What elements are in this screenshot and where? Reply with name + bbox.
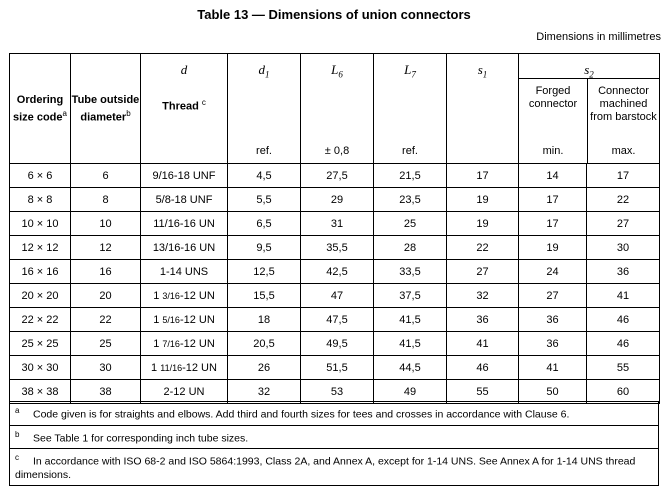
forged-limit: min. xyxy=(542,145,564,157)
ordering-size-code-label: Ordering size code xyxy=(13,93,64,124)
d1-symbol: d xyxy=(258,62,265,77)
cell-d1: 5,5 xyxy=(228,188,301,212)
cell-s2-min: 19 xyxy=(519,236,587,260)
header-row xyxy=(10,54,660,164)
cell-s2-min: 36 xyxy=(519,308,587,332)
cell-od: 38 xyxy=(71,380,141,404)
cell-s1: 55 xyxy=(447,380,519,404)
cell-code: 25 × 25 xyxy=(10,332,71,356)
footnote-text: Code given is for straights and elbows. Add third and fourth sizes for tees and crosses in accordance with Clause 6. xyxy=(33,408,570,421)
header-L7 xyxy=(374,54,447,164)
cell-code: 20 × 20 xyxy=(10,284,71,308)
header-s2-machined xyxy=(588,78,659,163)
table-row xyxy=(10,380,660,404)
cell-d1: 4,5 xyxy=(228,164,301,188)
header-tube-od xyxy=(71,54,141,164)
L6-note: ± 0,8 xyxy=(324,145,350,157)
cell-s1: 41 xyxy=(447,332,519,356)
cell-d1: 18 xyxy=(228,308,301,332)
cell-s2-min: 41 xyxy=(519,356,587,380)
L6-subscript: 6 xyxy=(338,69,343,80)
cell-od: 16 xyxy=(71,260,141,284)
cell-code: 16 × 16 xyxy=(10,260,71,284)
cell-L6: 51,5 xyxy=(301,356,374,380)
table-title: Table 13 — Dimensions of union connectors xyxy=(197,7,471,22)
dimensions-table xyxy=(9,53,660,404)
L7-symbol: L xyxy=(404,62,412,77)
cell-s1: 27 xyxy=(447,260,519,284)
cell-s1: 36 xyxy=(447,308,519,332)
machined-limit: max. xyxy=(611,145,636,157)
thread-label: Thread xyxy=(162,100,199,113)
footnote-a xyxy=(10,402,659,426)
cell-od: 8 xyxy=(71,188,141,212)
table-row xyxy=(10,188,660,212)
cell-thread: 1 7/16-12 UN xyxy=(141,332,228,356)
L7-subscript: 7 xyxy=(411,69,416,80)
cell-L6: 42,5 xyxy=(301,260,374,284)
cell-d1: 6,5 xyxy=(228,212,301,236)
cell-s2-min: 24 xyxy=(519,260,587,284)
units-label: Dimensions in millimetres xyxy=(536,31,661,43)
cell-L6: 35,5 xyxy=(301,236,374,260)
footnote-b xyxy=(10,425,659,449)
footnote-c xyxy=(10,449,659,486)
cell-s1: 19 xyxy=(447,188,519,212)
cell-s2-min: 14 xyxy=(519,164,587,188)
cell-thread: 1-14 UNS xyxy=(141,260,228,284)
cell-code: 38 × 38 xyxy=(10,380,71,404)
L7-note: ref. xyxy=(402,145,418,157)
cell-L6: 47 xyxy=(301,284,374,308)
cell-thread: 13/16-16 UN xyxy=(141,236,228,260)
cell-s2-max: 27 xyxy=(587,212,660,236)
cell-L6: 29 xyxy=(301,188,374,212)
table-body xyxy=(10,164,660,404)
cell-code: 6 × 6 xyxy=(10,164,71,188)
cell-d1: 15,5 xyxy=(228,284,301,308)
cell-code: 8 × 8 xyxy=(10,188,71,212)
header-L6 xyxy=(301,54,374,164)
cell-s2-max: 60 xyxy=(587,380,660,404)
cell-code: 12 × 12 xyxy=(10,236,71,260)
cell-d1: 9,5 xyxy=(228,236,301,260)
header-s1 xyxy=(447,54,519,164)
header-s2 xyxy=(519,54,660,164)
cell-s2-max: 36 xyxy=(587,260,660,284)
cell-code: 10 × 10 xyxy=(10,212,71,236)
cell-L6: 47,5 xyxy=(301,308,374,332)
cell-thread: 1 3/16-12 UN xyxy=(141,284,228,308)
cell-thread: 2-12 UN xyxy=(141,380,228,404)
cell-s1: 46 xyxy=(447,356,519,380)
cell-s2-max: 41 xyxy=(587,284,660,308)
cell-L7: 25 xyxy=(374,212,447,236)
d1-subscript: 1 xyxy=(265,69,270,80)
cell-s2-max: 17 xyxy=(587,164,660,188)
cell-s2-min: 17 xyxy=(519,212,587,236)
footnote-row xyxy=(10,402,659,426)
cell-s2-min: 36 xyxy=(519,332,587,356)
table-row xyxy=(10,332,660,356)
cell-thread: 5/8-18 UNF xyxy=(141,188,228,212)
cell-s2-max: 30 xyxy=(587,236,660,260)
cell-s2-min: 27 xyxy=(519,284,587,308)
cell-L7: 49 xyxy=(374,380,447,404)
cell-L6: 53 xyxy=(301,380,374,404)
cell-s1: 22 xyxy=(447,236,519,260)
footnote-ref-b: b xyxy=(126,108,131,118)
table-row xyxy=(10,236,660,260)
cell-od: 22 xyxy=(71,308,141,332)
footnotes-table xyxy=(9,401,659,486)
d1-note: ref. xyxy=(256,145,272,157)
footnote-text: See Table 1 for corresponding inch tube sizes. xyxy=(33,432,249,444)
cell-d1: 32 xyxy=(228,380,301,404)
footnote-ref-c: c xyxy=(201,98,206,107)
footnote-row xyxy=(10,449,659,486)
cell-L7: 21,5 xyxy=(374,164,447,188)
cell-s2-max: 55 xyxy=(587,356,660,380)
header-s2-forged xyxy=(519,78,588,163)
cell-s2-max: 46 xyxy=(587,308,660,332)
cell-L7: 33,5 xyxy=(374,260,447,284)
cell-L7: 23,5 xyxy=(374,188,447,212)
cell-thread: 1 11/16-12 UN xyxy=(141,356,228,380)
cell-od: 6 xyxy=(71,164,141,188)
cell-L7: 28 xyxy=(374,236,447,260)
table-row xyxy=(10,212,660,236)
footnote-key: b xyxy=(15,429,20,439)
cell-s2-max: 46 xyxy=(587,332,660,356)
header-d1 xyxy=(228,54,301,164)
cell-od: 10 xyxy=(71,212,141,236)
cell-code: 30 × 30 xyxy=(10,356,71,380)
cell-L6: 49,5 xyxy=(301,332,374,356)
cell-od: 12 xyxy=(71,236,141,260)
s2-subscript: 2 xyxy=(589,69,594,80)
cell-s2-min: 17 xyxy=(519,188,587,212)
cell-s1: 19 xyxy=(447,212,519,236)
cell-thread: 11/16-16 UN xyxy=(141,212,228,236)
footnote-key: a xyxy=(15,406,20,415)
cell-code: 22 × 22 xyxy=(10,308,71,332)
table-row xyxy=(10,164,660,188)
cell-od: 30 xyxy=(71,356,141,380)
table-row xyxy=(10,356,660,380)
cell-L7: 44,5 xyxy=(374,356,447,380)
cell-d1: 12,5 xyxy=(228,260,301,284)
table-row xyxy=(10,308,660,332)
s1-subscript: 1 xyxy=(482,69,488,80)
footnote-key: c xyxy=(15,453,19,462)
d-symbol: d xyxy=(180,62,188,77)
machined-label: Connector machined from barstock xyxy=(590,85,657,123)
header-ordering-size-code xyxy=(10,54,71,164)
cell-d1: 26 xyxy=(228,356,301,380)
cell-od: 20 xyxy=(71,284,141,308)
tube-od-label: Tube outside diameter xyxy=(71,93,140,124)
footnote-text: In accordance with ISO 68-2 and ISO 5864:1993, Class 2A, and Annex A, except for 1-14 UNS. See Annex A for 1-14 UNS thread dimensions. xyxy=(15,455,636,481)
footnote-row xyxy=(10,425,659,449)
cell-s2-min: 50 xyxy=(519,380,587,404)
table-row xyxy=(10,284,660,308)
footnote-ref-a: a xyxy=(62,108,67,118)
cell-od: 25 xyxy=(71,332,141,356)
cell-thread: 9/16-18 UNF xyxy=(141,164,228,188)
cell-L6: 27,5 xyxy=(301,164,374,188)
table-row xyxy=(10,260,660,284)
cell-s1: 32 xyxy=(447,284,519,308)
cell-s1: 17 xyxy=(447,164,519,188)
s2-symbol: s xyxy=(584,62,590,77)
cell-thread: 1 5/16-12 UN xyxy=(141,308,228,332)
cell-L7: 41,5 xyxy=(374,308,447,332)
cell-L7: 37,5 xyxy=(374,284,447,308)
s1-symbol: s xyxy=(477,62,483,77)
L6-symbol: L xyxy=(331,62,339,77)
cell-L6: 31 xyxy=(301,212,374,236)
forged-label: Forged connector xyxy=(528,85,578,110)
cell-L7: 41,5 xyxy=(374,332,447,356)
cell-d1: 20,5 xyxy=(228,332,301,356)
header-thread xyxy=(141,54,228,164)
cell-s2-max: 22 xyxy=(587,188,660,212)
